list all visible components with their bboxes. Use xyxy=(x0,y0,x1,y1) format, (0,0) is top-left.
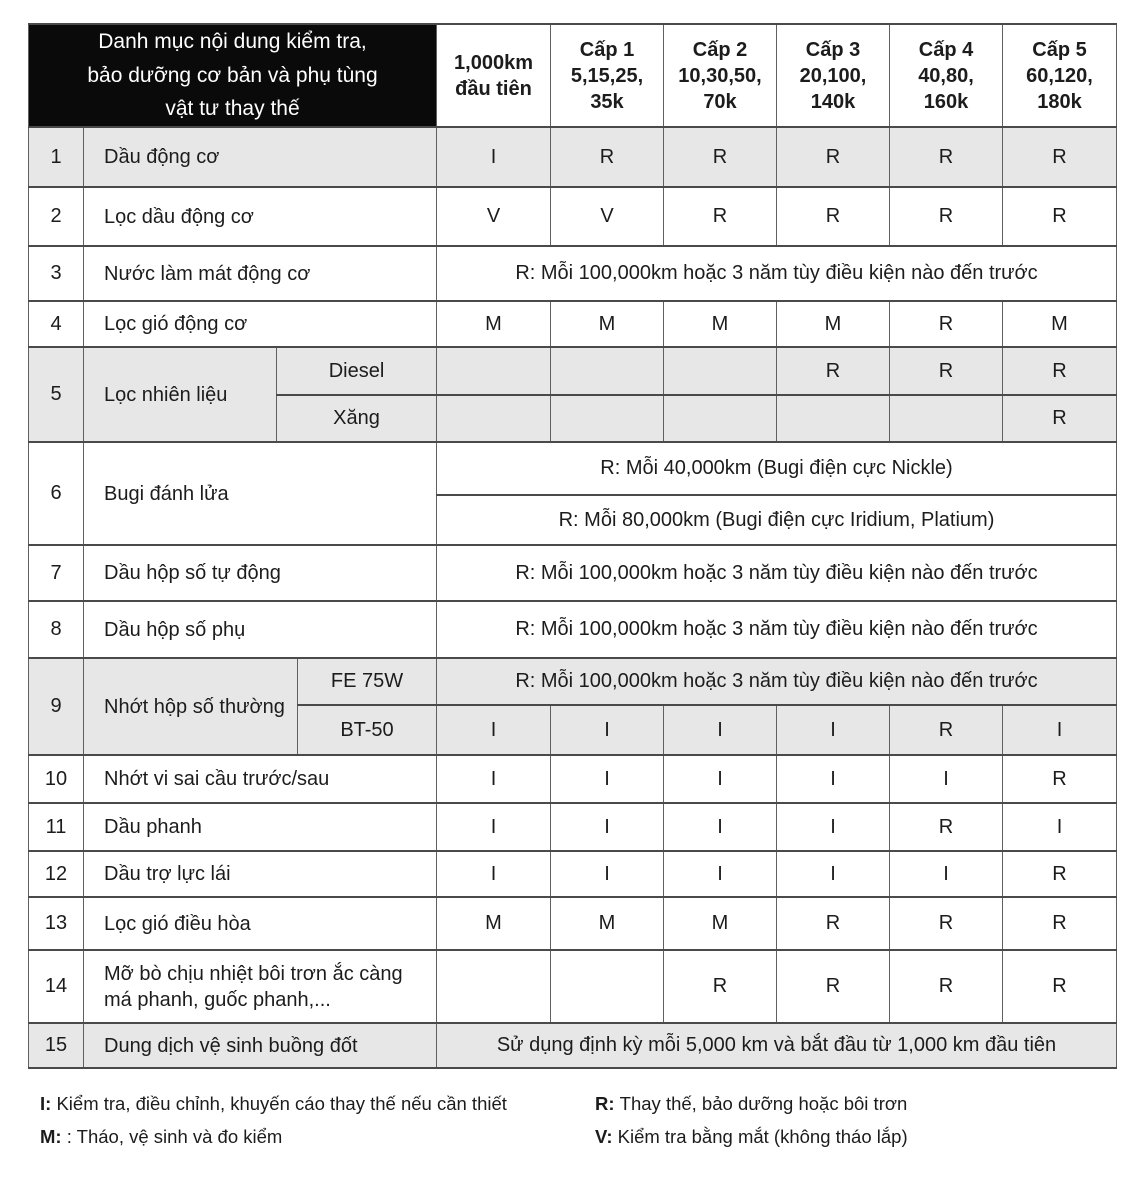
schedule-cell: I xyxy=(551,851,664,897)
legend-right-column xyxy=(595,1093,908,1148)
legend-key: I: xyxy=(40,1093,57,1114)
table-row xyxy=(29,127,1117,187)
schedule-cell xyxy=(437,950,551,1023)
schedule-cell: I xyxy=(777,705,890,755)
sub-label-cell: FE 75W xyxy=(298,658,437,705)
schedule-cell: I xyxy=(890,755,1003,803)
column-header-cell xyxy=(437,24,551,127)
table-title-line: Danh mục nội dung kiểm tra, xyxy=(98,30,367,54)
item-label-cell: Dầu phanh xyxy=(84,803,437,851)
legend-text: Thay thế, bảo dưỡng hoặc bôi trơn xyxy=(619,1093,908,1114)
item-label-cell: Lọc nhiên liệu xyxy=(84,347,277,442)
row-number-cell: 8 xyxy=(29,601,84,658)
column-header-line: 5,15,25, xyxy=(570,64,644,87)
table-row xyxy=(29,246,1117,301)
legend xyxy=(40,1093,1146,1148)
schedule-cell: I xyxy=(551,803,664,851)
table-title-line: vật tư thay thế xyxy=(165,97,300,121)
column-header-cell xyxy=(777,24,890,127)
schedule-cell: V xyxy=(551,187,664,246)
sub-label-cell: BT-50 xyxy=(298,705,437,755)
schedule-cell: I xyxy=(551,705,664,755)
row-number-cell: 6 xyxy=(29,442,84,545)
schedule-cell: R xyxy=(1003,187,1117,246)
schedule-note-cell: Sử dụng định kỳ mỗi 5,000 km và bắt đầu từ 1,000 km đầu tiên xyxy=(437,1023,1117,1068)
schedule-cell: R xyxy=(664,950,777,1023)
row-number-cell: 15 xyxy=(29,1023,84,1068)
schedule-cell: R xyxy=(1003,127,1117,187)
schedule-cell xyxy=(890,395,1003,442)
schedule-cell: I xyxy=(890,851,1003,897)
schedule-cell: R xyxy=(890,897,1003,950)
schedule-cell: R xyxy=(1003,395,1117,442)
schedule-cell xyxy=(551,347,664,395)
column-header-cell xyxy=(1003,24,1117,127)
legend-item xyxy=(595,1126,908,1148)
table-row xyxy=(29,187,1117,246)
schedule-cell: R xyxy=(1003,755,1117,803)
schedule-note-cell: R: Mỗi 100,000km hoặc 3 năm tùy điều kiện nào đến trước xyxy=(437,246,1117,301)
item-label-cell: Bugi đánh lửa xyxy=(84,442,437,545)
row-number-cell: 5 xyxy=(29,347,84,442)
column-header-line: 180k xyxy=(1037,90,1082,113)
schedule-cell: R xyxy=(551,127,664,187)
schedule-cell: I xyxy=(437,127,551,187)
row-number-cell: 12 xyxy=(29,851,84,897)
schedule-cell xyxy=(551,950,664,1023)
table-row xyxy=(29,658,1117,705)
schedule-cell: M xyxy=(777,301,890,347)
row-number-cell: 7 xyxy=(29,545,84,601)
schedule-cell: R xyxy=(777,127,890,187)
schedule-cell: R xyxy=(664,187,777,246)
item-label-cell: Dầu trợ lực lái xyxy=(84,851,437,897)
schedule-cell: I xyxy=(437,803,551,851)
legend-item xyxy=(40,1126,595,1148)
column-header-line: Cấp 5 xyxy=(1032,38,1087,61)
table-row xyxy=(29,755,1117,803)
item-label-cell: Nhớt hộp số thường xyxy=(84,658,298,755)
schedule-cell: R xyxy=(777,897,890,950)
schedule-cell xyxy=(777,395,890,442)
table-row xyxy=(29,803,1117,851)
schedule-cell: I xyxy=(1003,705,1117,755)
schedule-note-cell: R: Mỗi 100,000km hoặc 3 năm tùy điều kiện nào đến trước xyxy=(437,601,1117,658)
legend-text: Kiểm tra, điều chỉnh, khuyến cáo thay thế nếu cần thiết xyxy=(56,1093,507,1114)
row-number-cell: 3 xyxy=(29,246,84,301)
item-label-cell: Lọc dầu động cơ xyxy=(84,187,437,246)
schedule-cell: I xyxy=(664,755,777,803)
schedule-cell: R xyxy=(890,187,1003,246)
column-header-line: Cấp 3 xyxy=(805,38,861,61)
schedule-cell: R xyxy=(664,127,777,187)
schedule-cell: R xyxy=(890,127,1003,187)
column-header-line: 40,80, xyxy=(918,64,974,87)
schedule-cell xyxy=(551,395,664,442)
header-row xyxy=(29,24,1117,127)
schedule-note-cell: R: Mỗi 80,000km (Bugi điện cực Iridium, Platium) xyxy=(437,495,1117,545)
schedule-cell: R xyxy=(890,347,1003,395)
column-header-line: 1,000km xyxy=(454,51,533,74)
schedule-cell xyxy=(664,347,777,395)
schedule-cell: I xyxy=(664,705,777,755)
column-header-line: đầu tiên xyxy=(455,77,532,100)
column-header-line: 35k xyxy=(590,90,624,113)
schedule-cell: R xyxy=(1003,950,1117,1023)
schedule-cell: R xyxy=(890,803,1003,851)
table-row xyxy=(29,1023,1117,1068)
sub-label-cell: Diesel xyxy=(277,347,437,395)
schedule-cell: M xyxy=(437,301,551,347)
item-label-cell: Lọc gió động cơ xyxy=(84,301,437,347)
schedule-cell: R xyxy=(1003,347,1117,395)
legend-text: Kiểm tra bằng mắt (không tháo lắp) xyxy=(617,1126,908,1147)
column-header-line: Cấp 2 xyxy=(692,38,748,61)
table-row xyxy=(29,347,1117,395)
schedule-cell: I xyxy=(777,851,890,897)
schedule-cell: M xyxy=(1003,301,1117,347)
table-row xyxy=(29,442,1117,495)
schedule-cell: I xyxy=(1003,803,1117,851)
item-label-cell: Mỡ bò chịu nhiệt bôi trơn ắc càng má phanh, guốc phanh,... xyxy=(84,950,437,1023)
legend-text: : Tháo, vệ sinh và đo kiểm xyxy=(66,1126,283,1147)
item-label-cell: Dung dịch vệ sinh buồng đốt xyxy=(84,1023,437,1068)
schedule-cell: I xyxy=(437,705,551,755)
maintenance-schedule-table xyxy=(28,23,1117,1069)
legend-item xyxy=(40,1093,595,1115)
schedule-cell: M xyxy=(437,897,551,950)
legend-key: V: xyxy=(595,1126,618,1147)
row-number-cell: 13 xyxy=(29,897,84,950)
row-number-cell: 2 xyxy=(29,187,84,246)
schedule-cell: R xyxy=(777,950,890,1023)
schedule-cell: I xyxy=(551,755,664,803)
table-title-line: bảo dưỡng cơ bản và phụ tùng xyxy=(87,63,378,87)
schedule-cell: R xyxy=(1003,851,1117,897)
schedule-cell: M xyxy=(551,897,664,950)
sub-label-cell: Xăng xyxy=(277,395,437,442)
schedule-cell: I xyxy=(777,755,890,803)
item-label-cell: Dầu hộp số tự động xyxy=(84,545,437,601)
item-label-cell: Lọc gió điều hòa xyxy=(84,897,437,950)
row-number-cell: 1 xyxy=(29,127,84,187)
table-row xyxy=(29,897,1117,950)
legend-item xyxy=(595,1093,908,1115)
column-header-line: 20,100, xyxy=(799,64,867,87)
schedule-note-cell: R: Mỗi 100,000km hoặc 3 năm tùy điều kiện nào đến trước xyxy=(437,545,1117,601)
table-row xyxy=(29,545,1117,601)
column-header-line: 70k xyxy=(703,90,737,113)
schedule-cell: M xyxy=(664,897,777,950)
schedule-cell: M xyxy=(664,301,777,347)
item-label-cell: Dầu động cơ xyxy=(84,127,437,187)
schedule-note-cell: R: Mỗi 100,000km hoặc 3 năm tùy điều kiện nào đến trước xyxy=(437,658,1117,705)
schedule-cell: I xyxy=(664,803,777,851)
column-header-cell xyxy=(551,24,664,127)
schedule-cell: I xyxy=(664,851,777,897)
row-number-cell: 14 xyxy=(29,950,84,1023)
schedule-cell: V xyxy=(437,187,551,246)
schedule-cell: M xyxy=(551,301,664,347)
row-number-cell: 11 xyxy=(29,803,84,851)
legend-key: R: xyxy=(595,1093,620,1114)
table-row xyxy=(29,851,1117,897)
legend-key: M: xyxy=(40,1126,67,1147)
schedule-cell xyxy=(437,395,551,442)
schedule-cell: R xyxy=(777,187,890,246)
schedule-cell: I xyxy=(777,803,890,851)
schedule-cell xyxy=(664,395,777,442)
schedule-cell: R xyxy=(777,347,890,395)
row-number-cell: 10 xyxy=(29,755,84,803)
item-label-cell: Nhớt vi sai cầu trước/sau xyxy=(84,755,437,803)
schedule-cell xyxy=(437,347,551,395)
table-title-cell xyxy=(29,24,437,127)
schedule-cell: R xyxy=(890,301,1003,347)
legend-left-column xyxy=(40,1093,595,1148)
column-header-line: Cấp 1 xyxy=(579,38,635,61)
column-header-line: 10,30,50, xyxy=(678,64,762,87)
row-number-cell: 4 xyxy=(29,301,84,347)
column-header-line: 60,120, xyxy=(1026,64,1093,87)
column-header-cell xyxy=(664,24,777,127)
schedule-cell: I xyxy=(437,851,551,897)
column-header-cell xyxy=(890,24,1003,127)
row-number-cell: 9 xyxy=(29,658,84,755)
column-header-line: 160k xyxy=(923,90,969,113)
table-row xyxy=(29,950,1117,1023)
column-header-line: Cấp 4 xyxy=(918,38,974,61)
item-label-cell: Nước làm mát động cơ xyxy=(84,246,437,301)
table-row xyxy=(29,301,1117,347)
item-label-cell: Dầu hộp số phụ xyxy=(84,601,437,658)
table-body xyxy=(29,127,1117,1068)
column-header-line: 140k xyxy=(810,90,856,113)
schedule-note-cell: R: Mỗi 40,000km (Bugi điện cực Nickle) xyxy=(437,442,1117,495)
schedule-cell: R xyxy=(890,705,1003,755)
schedule-cell: R xyxy=(890,950,1003,1023)
schedule-cell: I xyxy=(437,755,551,803)
schedule-cell: R xyxy=(1003,897,1117,950)
table-row xyxy=(29,601,1117,658)
